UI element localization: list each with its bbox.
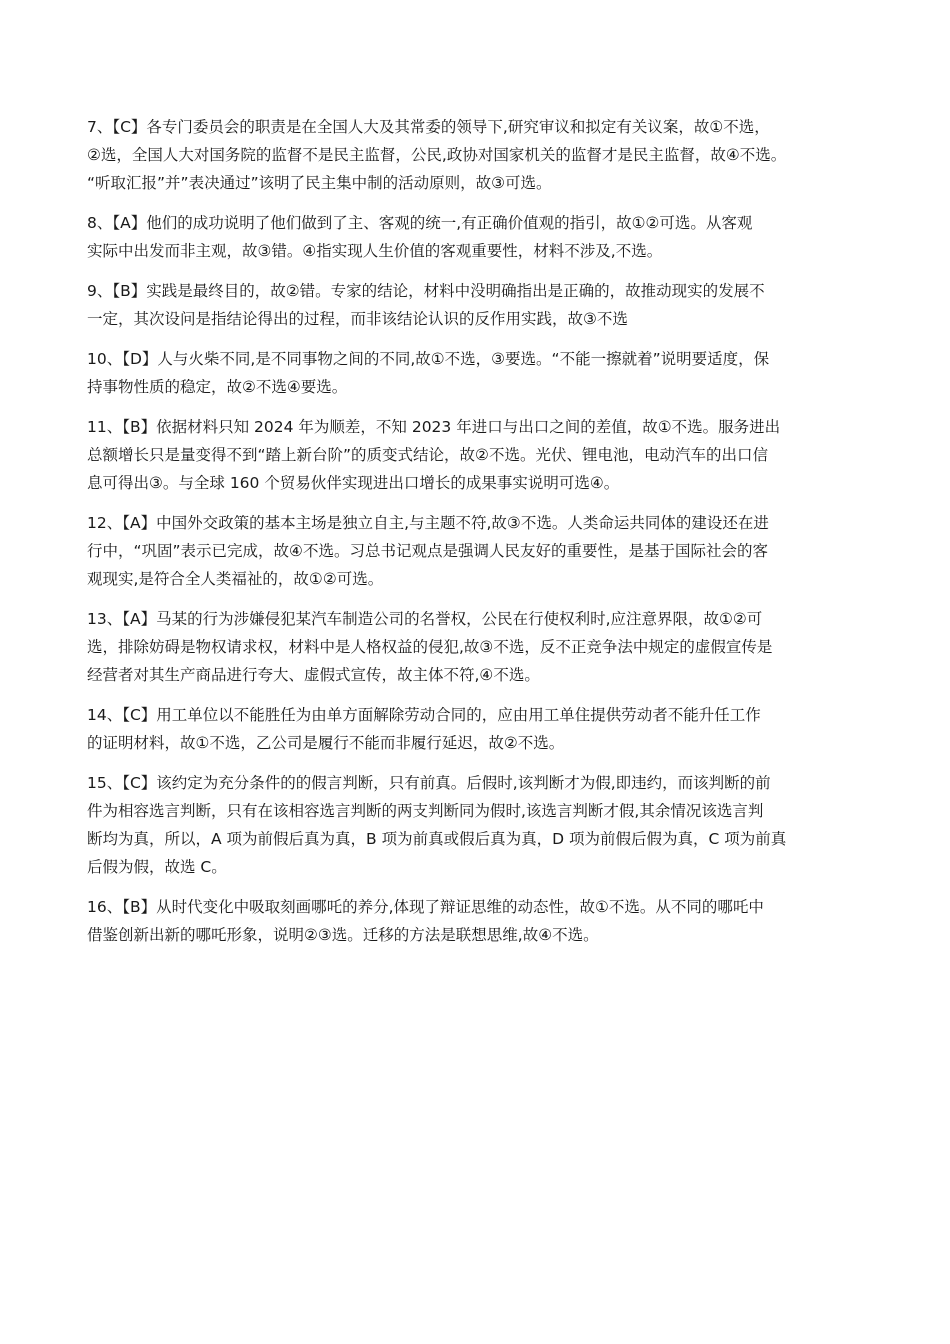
- answer-line: 持事物性质的稳定，故②不选④要选。: [87, 378, 348, 396]
- answer-line: 一定，其次设问是指结论得出的过程，而非该结论认识的反作用实践，故③不选: [87, 310, 628, 328]
- answer-line: “听取汇报”并”表决通过”该明了民主集中制的活动原则，故③可选。: [87, 174, 552, 192]
- answer-item-10: [87, 345, 877, 401]
- answer-line: 息可得出③。与全球 160 个贸易伙伴实现进出口增长的成果事实说明可选④。: [87, 474, 620, 492]
- answer-explanations: [87, 113, 877, 961]
- answer-line: 14、【C】用工单位以不能胜任为由单方面解除劳动合同的，应由用工单住提供劳动者不能升任工作: [87, 706, 761, 724]
- answer-line: 断均为真，所以，A 项为前假后真为真，B 项为前真或假后真为真，D 项为前假后假为真，C 项为前真: [87, 830, 787, 848]
- answer-line: 总额增长只是量变得不到“踏上新台阶”的质变式结论，故②不选。光伏、锂电池，电动汽车的出口信: [87, 446, 768, 464]
- answer-line: 16、【B】从时代变化中吸取刻画哪吒的养分,体现了辩证思维的动态性，故①不选。从不同的哪吒中: [87, 898, 764, 916]
- answer-item-13: [87, 605, 877, 689]
- answer-line: 件为相容选言判断，只有在该相容选言判断的两支判断同为假时,该选言判断才假,其余情况该选言判: [87, 802, 764, 820]
- answer-item-12: [87, 509, 877, 593]
- answer-line: 13、【A】马某的行为涉嫌侵犯某汽车制造公司的名誉权，公民在行使权利时,应注意界限，故①②可: [87, 610, 763, 628]
- answer-line: 8、【A】他们的成功说明了他们做到了主、客观的统一,有正确价值观的指引，故①②可选。从客观: [87, 214, 753, 232]
- answer-line: 后假为假，故选 C。: [87, 858, 227, 876]
- answer-line: 的证明材料，故①不选，乙公司是履行不能而非履行延迟，故②不选。: [87, 734, 565, 752]
- answer-line: 12、【A】中国外交政策的基本主场是独立自主,与主题不符,故③不选。人类命运共同体的建设还在进: [87, 514, 769, 532]
- answer-item-9: [87, 277, 877, 333]
- answer-line: 10、【D】人与火柴不同,是不同事物之间的不同,故①不选，③要选。“不能一擦就着”说明要适度，保: [87, 350, 770, 368]
- answer-line: 借鉴创新出新的哪吒形象，说明②③选。迁移的方法是联想思维,故④不选。: [87, 926, 599, 944]
- answer-line: 实际中出发而非主观，故③错。④指实现人生价值的客观重要性，材料不涉及,不选。: [87, 242, 663, 260]
- answer-line: 选，排除妨碍是物权请求权，材料中是人格权益的侵犯,故③不选，反不正竞争法中规定的虚假宣传是: [87, 638, 773, 656]
- answer-item-16: [87, 893, 877, 949]
- answer-line: 观现实,是符合全人类福祉的，故①②可选。: [87, 570, 384, 588]
- answer-line: 经营者对其生产商品进行夸大、虚假式宣传，故主体不符,④不选。: [87, 666, 540, 684]
- answer-item-15: [87, 769, 877, 881]
- answer-item-11: [87, 413, 877, 497]
- answer-line: 11、【B】依据材料只知 2024 年为顺差，不知 2023 年进口与出口之间的差值，故①不选。服务进出: [87, 418, 781, 436]
- answer-item-14: [87, 701, 877, 757]
- answer-line: ②选，全国人大对国务院的监督不是民主监督，公民,政协对国家机关的监督才是民主监督，故④不选。: [87, 146, 787, 164]
- answer-item-7: [87, 113, 877, 197]
- answer-item-8: [87, 209, 877, 265]
- answer-line: 行中，“巩固”表示已完成，故④不选。习总书记观点是强调人民友好的重要性，是基于国际社会的客: [87, 542, 768, 560]
- answer-line: 9、【B】实践是最终目的，故②错。专家的结论，材料中没明确指出是正确的，故推动现实的发展不: [87, 282, 765, 300]
- answer-line: 15、【C】该约定为充分条件的的假言判断，只有前真。后假时,该判断才为假,即违约，而该判断的前: [87, 774, 771, 792]
- answer-line: 7、【C】各专门委员会的职责是在全国人大及其常委的领导下,研究审议和拟定有关议案，故①不选，: [87, 118, 770, 136]
